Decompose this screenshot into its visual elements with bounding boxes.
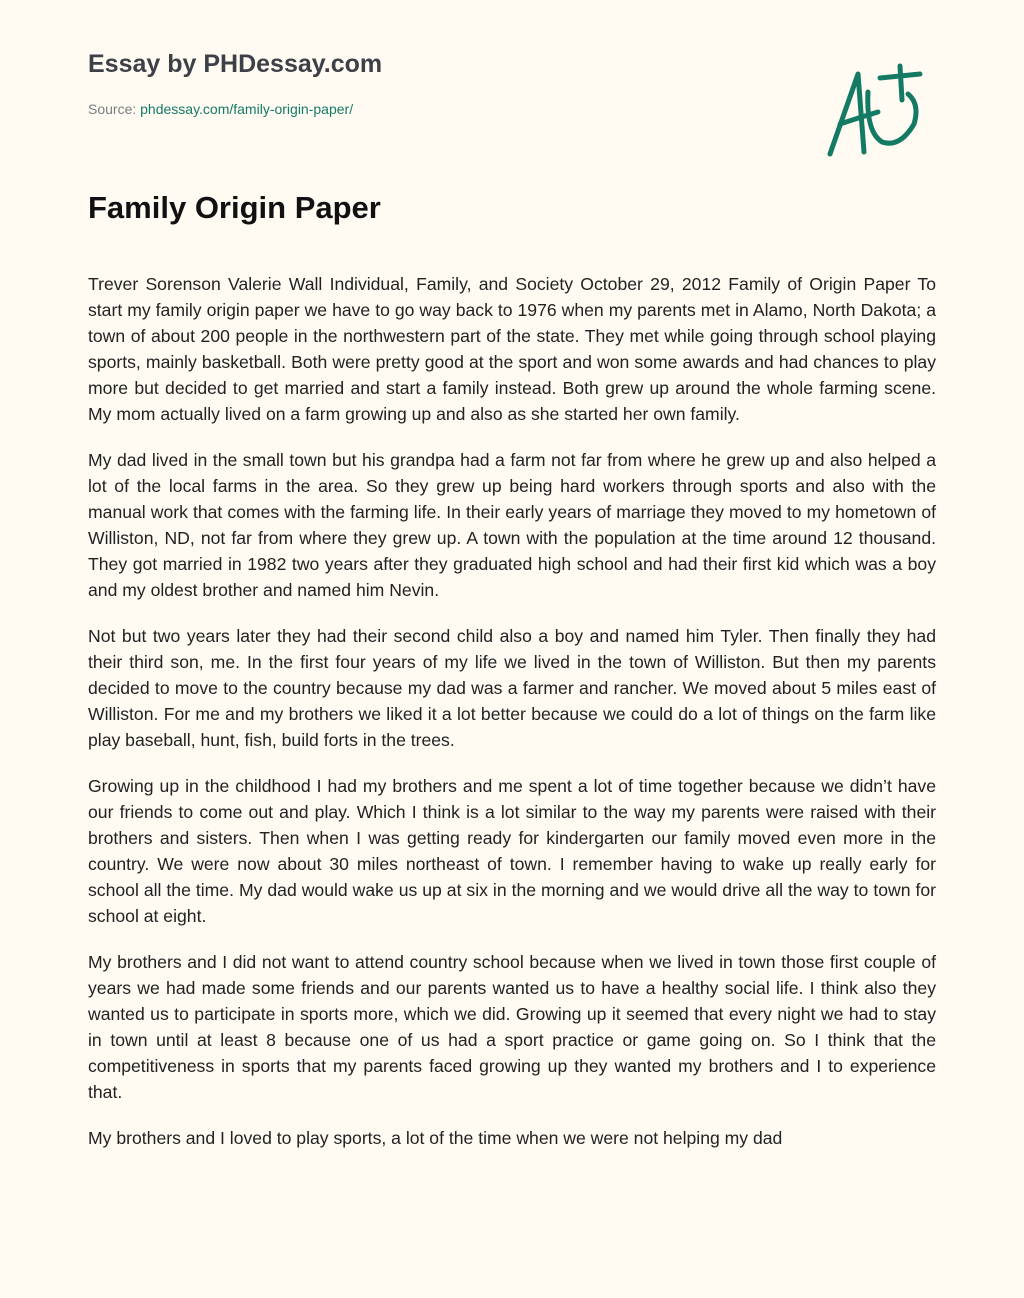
source-label: Source: — [88, 101, 137, 117]
a-plus-logo-icon — [820, 62, 930, 162]
paragraph: My brothers and I loved to play sports, a lot of the time when we were not helping my dad — [88, 1128, 783, 1148]
brand-title: Essay by PHDessay.com — [88, 50, 383, 78]
essay-body — [88, 271, 936, 1171]
paragraph: Trever Sorenson Valerie Wall Individual, Family, and Society October 29, 2012 Family of Origin Paper To start my family origin paper we have to go way back to 1976 when my parents met in Alamo, North Dakota; a town of about 200 people in the northwestern part of the state. They met while going through school playing sports, mainly basketball. Both were pretty good at the sport and won some awards and had chances to play more but decided to get married and start a family instead. Both grew up around the whole farming scene. My mom actually lived on a farm growing up and also as she started her own family. — [88, 274, 936, 424]
page-title: Family Origin Paper — [88, 190, 381, 225]
source-link[interactable]: phdessay.com/family-origin-paper/ — [140, 101, 354, 117]
paragraph: Growing up in the childhood I had my brothers and me spent a lot of time together because we didn’t have our friends to come out and play. Which I think is a lot similar to the way my parents were raised with their brothers and sisters. Then when I was getting ready for kindergarten our family moved even more in the country. We were now about 30 miles northeast of town. I remember having to wake up really early for school all the time. My dad would wake us up at six in the morning and we would drive all the way to town for school at eight. — [88, 776, 936, 926]
paragraph: My dad lived in the small town but his grandpa had a farm not far from where he grew up and also helped a lot of the local farms in the area. So they grew up being hard workers through sports and also with the manual work that comes with the farming life. In their early years of marriage they moved to my hometown of Williston, ND, not far from where they grew up. A town with the population at the time around 12 thousand. They got married in 1982 two years after they graduated high school and had their first kid which was a boy and my oldest brother and named him Nevin. — [88, 450, 936, 600]
source-line — [88, 101, 353, 117]
paragraph: My brothers and I did not want to attend country school because when we lived in town those first couple of years we had made some friends and our parents wanted us to have a healthy social life. I think also they wanted us to participate in sports more, which we did. Growing up it seemed that every night we had to stay in town until at least 8 because one of us had a sport practice or game going on. So I think that the competitiveness in sports that my parents faced growing up they wanted my brothers and I to experience that. — [88, 952, 936, 1102]
paragraph: Not but two years later they had their second child also a boy and named him Tyler. Then finally they had their third son, me. In the first four years of my life we lived in the town of Williston. But then my parents decided to move to the country because my dad was a farmer and rancher. We moved about 5 miles east of Williston. For me and my brothers we liked it a lot better because we could do a lot of things on the farm like play baseball, hunt, fish, build forts in the trees. — [88, 626, 936, 750]
